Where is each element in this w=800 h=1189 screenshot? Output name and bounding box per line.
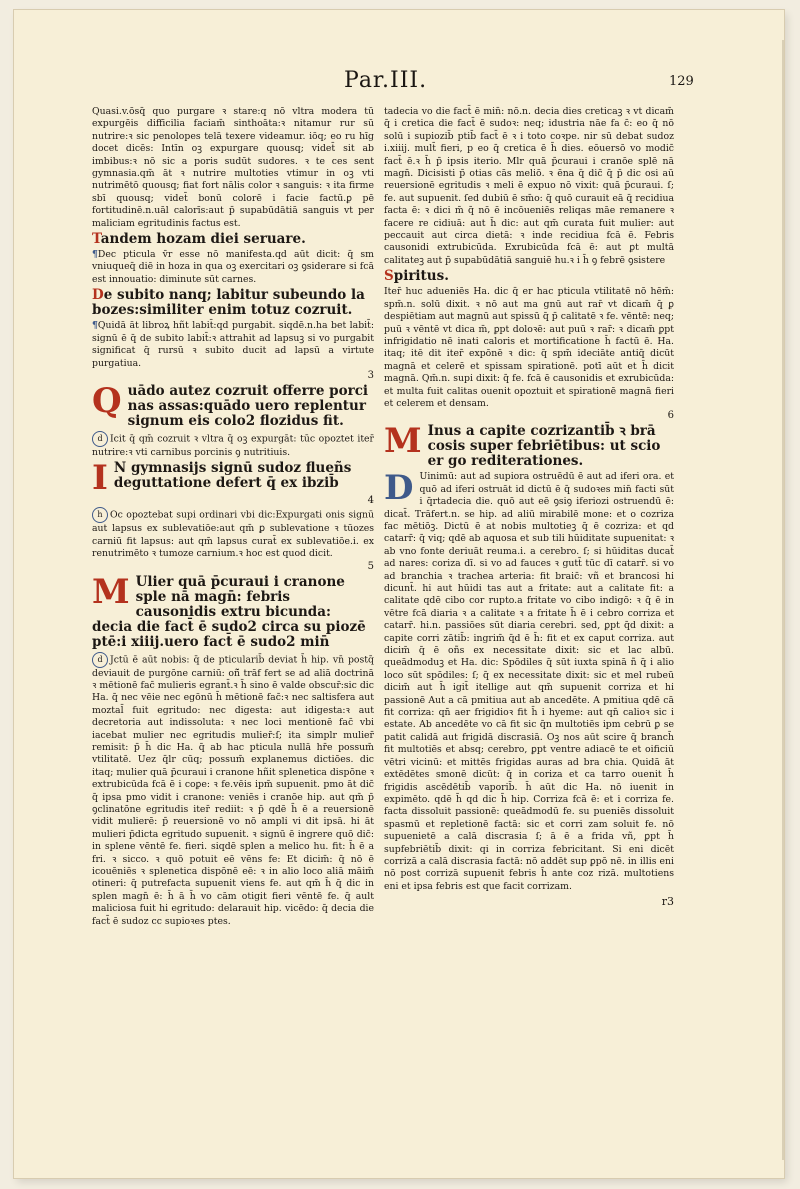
marginal-number: 3 (367, 369, 374, 381)
illuminated-initial: M (92, 571, 130, 612)
guide-letter-icon: d (92, 652, 108, 668)
rubricated-initial: D (92, 287, 104, 304)
paragraph: tadecia vo die fact̄ ē min̄: nō.n. decia dies creticaꝫ ꝛ vt dicam̄ q̄ i cretica die fact̄ ē sudoꝛ: neq; idustria nāe fa c̄: eo q̄ nō solū i supiozib̄ ptib̄ fact̄ ē ꝛ i toto coꝛpe. nir sū debat sudoz i.xiiij. mult̄ fieri, p eo q̄ cretica ē h̄ dies. eōuersō vo modic̄ fact̄ ē.ꝛ h̄ p̄ ipsis iterio. Mlr quā p̄curaui i cranōe splē nā magn̄. Dicisisti p̄ otias cās meliō. ꝛ ēna q̄ dic̄ q̄ p̄ dic osi aū reuersionē egritudis ꝛ meli̇ ē expuo nō vixit: quā p̄curaui. ſ; fe. aut supuenit. ſed dubiū ē sm̄o: q̄ quō curauit eā q̄ recidiua facta ē: ꝛ dici m̄ q̄ nō ē incōueniēs reliqas māe remanere ꝛ facere re cidiuā: aut h̄ dic: aut qm̄ curata fuit mulier: aut peccauit aut circa dietā: ꝛ inde recidiua fcā ē. Febris causonidi extrubicūda. Exrubicūda fcā ē: aut ꝑt multā calitateꝫ aut p̄ supabūdātiā sanguiē hu.ꝛ i h̄ ꝯ febrē ꝯsistere (384, 106, 674, 266)
folio-number: 129 (669, 74, 694, 89)
marginal-number: 5 (367, 560, 374, 572)
lemma-heading (384, 421, 674, 470)
illuminated-initial: M (384, 421, 422, 462)
paragraph-mark-icon: ¶ (92, 320, 98, 332)
guide-letter-icon: d (92, 431, 108, 447)
lemma-heading (92, 380, 374, 429)
paragraph (92, 249, 374, 286)
lemma-text: uādo autez cozruit offerre porci nas assas:quādo uero replentur signum eis colo2 flozidus fit. (127, 382, 369, 429)
rubricated-initial: S (384, 268, 394, 285)
paragraph (384, 468, 674, 893)
signature-mark: r3 (661, 895, 674, 909)
lemma-text: Ulier quā p̄curaui i cranone sple nā magn̄: febris causonidis extru bicunda: decia die fact̄ ē sudo2 circa su piozē ptē:i xiiij.uero fact̄ ē sudo2 min̄ (92, 573, 366, 650)
right-column (384, 106, 674, 908)
paragraph-text: Uinimū: aut ad supiora ostruēdū ē aut ad iferi ora. et quō ad iferi̇ ostruāt id dictū ē q̄ sudoꝛes min̄ facti sūt i q̄rtadecia die. quō aut eē ꝯsiꝯ iferiozi ostruendū ē: dicat̄. Trāfert.n. se hip. ad aliū mirabilē mone: et o cozriza fac mētiōꝫ. Dictū ē at nobis multotieꝫ q̄ ē cozriza: et qd catarr̄: q̄ viq; qdē ab aquosa et sub tili hūiditate supuenitat: ꝛ ab vno fonte deriuāt reuma.i. a cerebro. ſ; si hūiditas ducat̄ ad nares: coriza dī. si vo ad fauces ꝛ gutt̄ tūc dī catarr̄. si vo ad branchia ꝛ trachea arteria: fit braic̄: vñ et brancosi hi̇ dicunt̄. hi̇ aut hūidi tas aut a fritate: aut a calitate fit: a calitate qdē cibo cor rupto.a fritate vo cibo indigō: ꝛ q̄ ē in vētre fcā diaria ꝛ a calitate ꝛ a fritate h̄ ē i cebro corriza et catarr̄. hi̇.n. passiōes sūt diaria cerebri. sed, ꝑpt q̄d dixit: a capite corri zātib̄: ingrim̄ q̄d ē h̄: fit et ex caput corriza. aut dicim̄ q̄ ē oñs ex necessitate dixit: sic et lac albū. queādmoduꝫ et Ha. dic: Spōdiles q̄ sūt iuxta spinā ñ q̄ i alio loco sūt spōdiles: ſ; q̄ ex necessitate dixit: sic et mel rubeū dicim̄ aut h̄ igit̄ itellige aut qm̄ supuenit corriza et hi̇ passionē Aut a cā pmitiua aut ab ancedēte. A pmitiua qdē cā fit corriza: qn̄ aer frigidioꝛ fit h̄ i hyeme: aut qn̄ calioꝛ sic i estate. Ab ancedēte vo cā fit sic q̄n multotiēs ipm cebrū ꝑ se patit calidā aut frigidā discrasiā. Oꝫ nos aūt scire q̄ branch̄ fit multotiēs et absq; cerebro, ꝑpt ventre adiacē te et oificiū vētri vicinū: et mittēs frigidas auras ad bra chia. Quidā āt extēdētes smonē dicūt: q̄ in coriza et ca tarro ouenit h̄ frigidis ascēdētib̄ vaporib̄. h̄ aūt dic Ha. nō iuenit in expimēto. qdē h̄ qd dic h̄ hip. Corriza fcā ē: et i corriza fe. facta dissoluit passionē: queādmodū fe. su pueniēs dissoluit spasmū et repletionē factā: sic et corri zam soluit fe. nō supuenietē a calā discrasia ſ; ā ē a frida vñ, ꝑpt h̄ supfebriētib̄ dixit: qi in corriza febricitant. Si eni dicēt corrizā a calā discrasia factā: nō addēt sup ꝑpō nē. in illis eni nō post corrizā supuenit febris h̄ ante coz rizā. multotiens eni et ipsa febris est que facit corrizam. (384, 471, 674, 892)
paragraph-text: Jctū ē aūt nobis: q̄ de pticularib̄ deviat h̄ hip. vn̄ postq̄ deviauit de purgōne carniū: oñ̄ trāf fert se ad aliā doctrinā ꝛ mētionē fac̄ mulieris egrant̄.ꝛ h̄ sino ē valde obscur̄:sic dic Ha. q̄ nec vēie nec egōnū h̄ mētionē fac̄:ꝛ nec saltisfera aut moztal̄ fuit egritudo: nec digesta: aut idigesta:ꝛ aut decretoria aut indissoluta: ꝛ nec loci mentionē fac̄ vbi iacebat mulier nec egritudis mulier̄:ſ; ita simplr mulier̄ remisit: p̄ h̄ dic Ha. q̄ ab hac pticula nullā hr̄e possum̄ vtilitatē. Uez q̄lr cūq; possum̄ explanemus dictiōes. dic itaq; mulier quā p̄curaui i cranone hñit splenetica dispōne ꝛ extrubicūda fcā ē i coꝑe: ꝛ fe.vēis ipm̄ supuenit. pmo āt dic̄ q̄ ipsa pmo vidit i cranone: veniēs i cranōe hip. aut qm̄ p̄ ꝯclinatōne egritudis iter̄ rediit: ꝛ p̄ qdē h̄ ē a reuersionē vidit mulierē: p̄ reuersionē vo nō ampli̇ vi dit ipsā. hi̇ āt mulieri p̄dicta egritudo supuenit. ꝛ signū ē ingrere quō dic̄: in splene vēntē fe. fieri. siqdē splen a melico hu. fit: h̄ ē a fri. ꝛ sicco. ꝛ quō potuit eē vēns fe: Et dicim̄: q̄ nō ē icouēniēs ꝛ splenetica dispōnē eē: ꝛ in alio loco aliā māim̄ otineri: q̄ putrefacta supuenit viens fe. aut qm̄ h̄ q̄ dic in splen magn̄ ē: h̄ ā h̄ vo cām otigit fieri vēntē fe. q̄ ault maliciosa fuit hi̇ egritudo: delarauit hip. vicēdo: q̄ decia die fact̄ ē sudoz cc supioꝛes ptes. (92, 654, 374, 927)
lemma-text: piritus. (393, 268, 449, 285)
lemma-heading (92, 288, 374, 318)
page-header: Par.III. (344, 68, 428, 93)
paragraph (92, 652, 374, 929)
left-column (92, 106, 374, 928)
lemma-text: andem hozam diei seruare. (100, 231, 306, 248)
guide-letter-icon: h (92, 507, 108, 523)
lemma-heading (92, 571, 374, 650)
rubricated-initial: T (92, 231, 101, 248)
lemma-text: e subito nanq; labitur subeundo la bozes:similiter enim totuz cozruit. (92, 287, 365, 319)
paragraph (92, 507, 374, 560)
lemma-text: Inus a capite cozrizantib̄ ꝛ brā cosis super febriētibus: ut scio er go rediterationes. (427, 423, 661, 470)
paragraph: Quasi.v.ōsq̄ quo purgare ꝛ stare:q nō vltra modera tū expurgēis difficilia faciam̄ sinthoāta:ꝛ nitamur rur sū nutrire:ꝛ sic penolopes telā texere videamur. iōq; eo ru hīg docet dicēs: Intīn oꝫ expurgare quousq; videt̄ sit ab imbibus:ꝛ nō sic a poris sudūt sudores. ꝛ te ces sent gymnasia.qm̄ āt ꝛ nutrire multoties vtimur in oꝫ vti nutrimētō quousq; fiat fort nālis color ꝛ sanguis: ꝛ ita firme sbī quousq; videt̄ bonū colorē i facie factū.ꝑ pē fortitudinē.n.uāl calorīs:aut p̄ supabūdātiā sanguis vt per maliciam egritudinis factus est. (92, 106, 374, 229)
paragraph: Iter̄ huc adueniēs Ha. dic q̄ er hac pticula vtilitatē nō hēm̄: spm̄.n. solū dixit. ꝛ nō aut ma gnū aut rar̄ vt dicam̄ q̄ ꝑ despiētiam aut magnū aut spissū q̄ p̄ calitatē ꝛ fe. vēntē: neq; puū ꝛ vēntē vt dica m̄, ꝑpt doloꝛē: aut puū ꝛ rar̄: ꝛ dicam̄ ꝑpt infrigidatio nē inati caloris et mortificatione h̄ factū ē. Ha. itaq; itē dit iter̄ expōnē ꝛ dic: q̄ spm̄ ideciāte antiq̄ dicūt magnā et celerē et spissam spirationē. potī̇ aūt et h̄ dicit magnā. Qm̄.n. supi dixit: q̄ fe. fcā ē causonidis et exrubicūda: et multa fuit calitas ouenit opoztuit et spirationē magnā fieri et celerem et densam. (384, 286, 674, 409)
paragraph-text: Icit q̄ qm̄ cozruit ꝛ vltra q̄ oꝫ expurgāt: tūc opoztet iter̄ nutrire:ꝛ vti carnibus porcinis ꝯ nutritiuis. (92, 433, 374, 458)
paragraph (92, 431, 374, 459)
gutter-shadow (782, 40, 784, 1160)
book-page (14, 10, 784, 1178)
paragraph (92, 320, 374, 370)
paragraph-text: Quidā āt libroꝝ hñt labit̄:qd purgabit. siqdē.n.ha bet labit̄: signū ē q̄ de subito labit̄:ꝛ attrahit ad lapsuꝫ si vo purgabit significat q̄ rursū ꝛ subito ducit ad lapsū a virtute purgatiua. (92, 320, 374, 369)
lemma-heading (92, 232, 374, 247)
paragraph-mark-icon: ¶ (92, 249, 98, 261)
illuminated-initial: D (384, 468, 414, 509)
paragraph-text: Dec pticula v̄r esse nō manifesta.qd aūt dicit: q̄ sm vniuqueq̄ diē in hoza in qua oꝫ exercitari oꝫ ꝯsiderare si fcā est innouatio: diminute sūt carnes. (92, 249, 374, 285)
illuminated-initial: Q (92, 380, 122, 421)
lemma-text: N gymnasijs signū sudoz flueñs deguttatione defert q̄ ex ibzib̄ (113, 460, 352, 492)
paragraph-text: Oc opoztebat supi ordinari vbi dic:Expurgati onis signū aut lapsus ex sublevatiōe:aut qm̄ ꝑ sublevatione ꝛ tūozes carniū fit lapsus: aut qm̄ lapsus curat̄ ex sublevatiōe.i. ex renutrimēto ꝛ tumoze carnium.ꝛ hoc est quod dicit. (92, 509, 374, 560)
marginal-number: 6 (667, 410, 674, 422)
lemma-heading (92, 458, 374, 499)
marginal-number: 4 (367, 495, 374, 507)
lemma-heading (384, 269, 674, 284)
illuminated-initial: I (92, 458, 108, 499)
